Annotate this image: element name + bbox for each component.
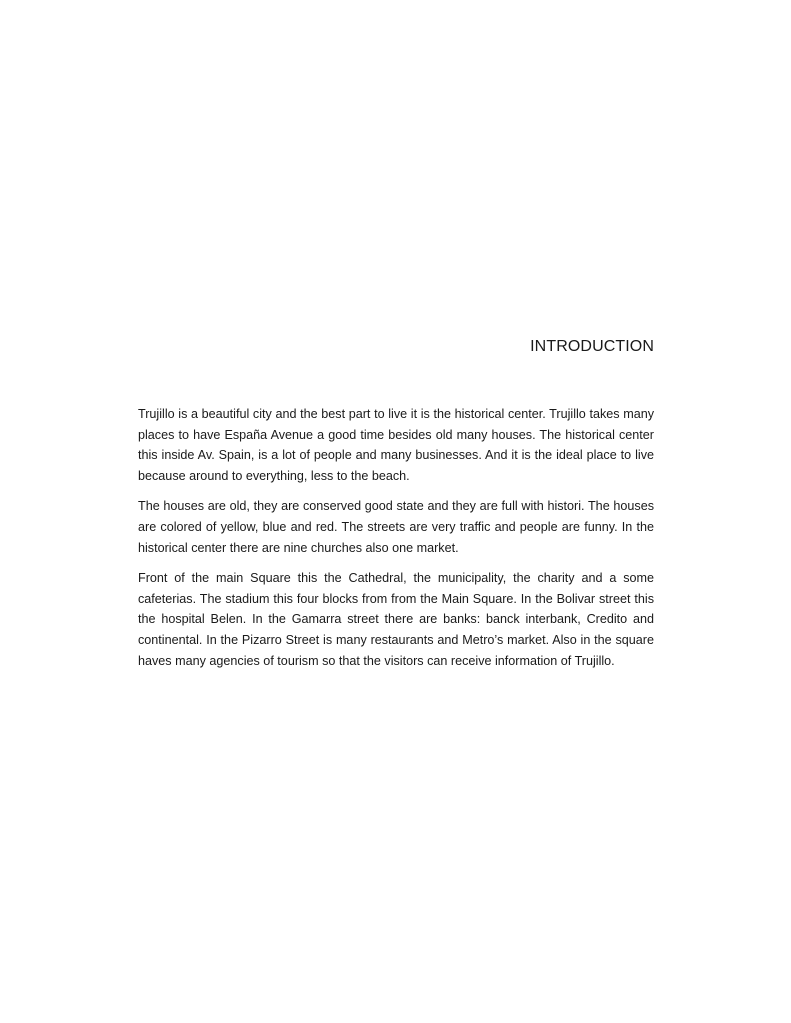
paragraph-2: The houses are old, they are conserved good state and they are full with histori. The houses are colored of yellow, blue and red. The streets are very traffic and people are funny. In the historical center there are nine churches also one market.	[138, 499, 654, 555]
paragraph-1: Trujillo is a beautiful city and the best part to live it is the historical center. Trujillo takes many places to have España Avenue a good time besides old many houses. The historical center this inside Av. Spain, is a lot of people and many businesses. And it is the ideal place to live because around to everything, less to the beach.	[138, 407, 654, 483]
body-text	[138, 404, 654, 681]
paragraph-3: Front of the main Square this the Cathedral, the municipality, the charity and a some cafeterias. The stadium this four blocks from from the Main Square. In the Bolivar street this the hospital Belen. In the Gamarra street there are banks: banck interbank, Credito and continental. In the Pizarro Street is many restaurants and Metro’s market. Also in the square haves many agencies of tourism so that the visitors can receive information of Trujillo.	[138, 571, 654, 668]
section-heading: INTRODUCTION	[530, 338, 654, 355]
